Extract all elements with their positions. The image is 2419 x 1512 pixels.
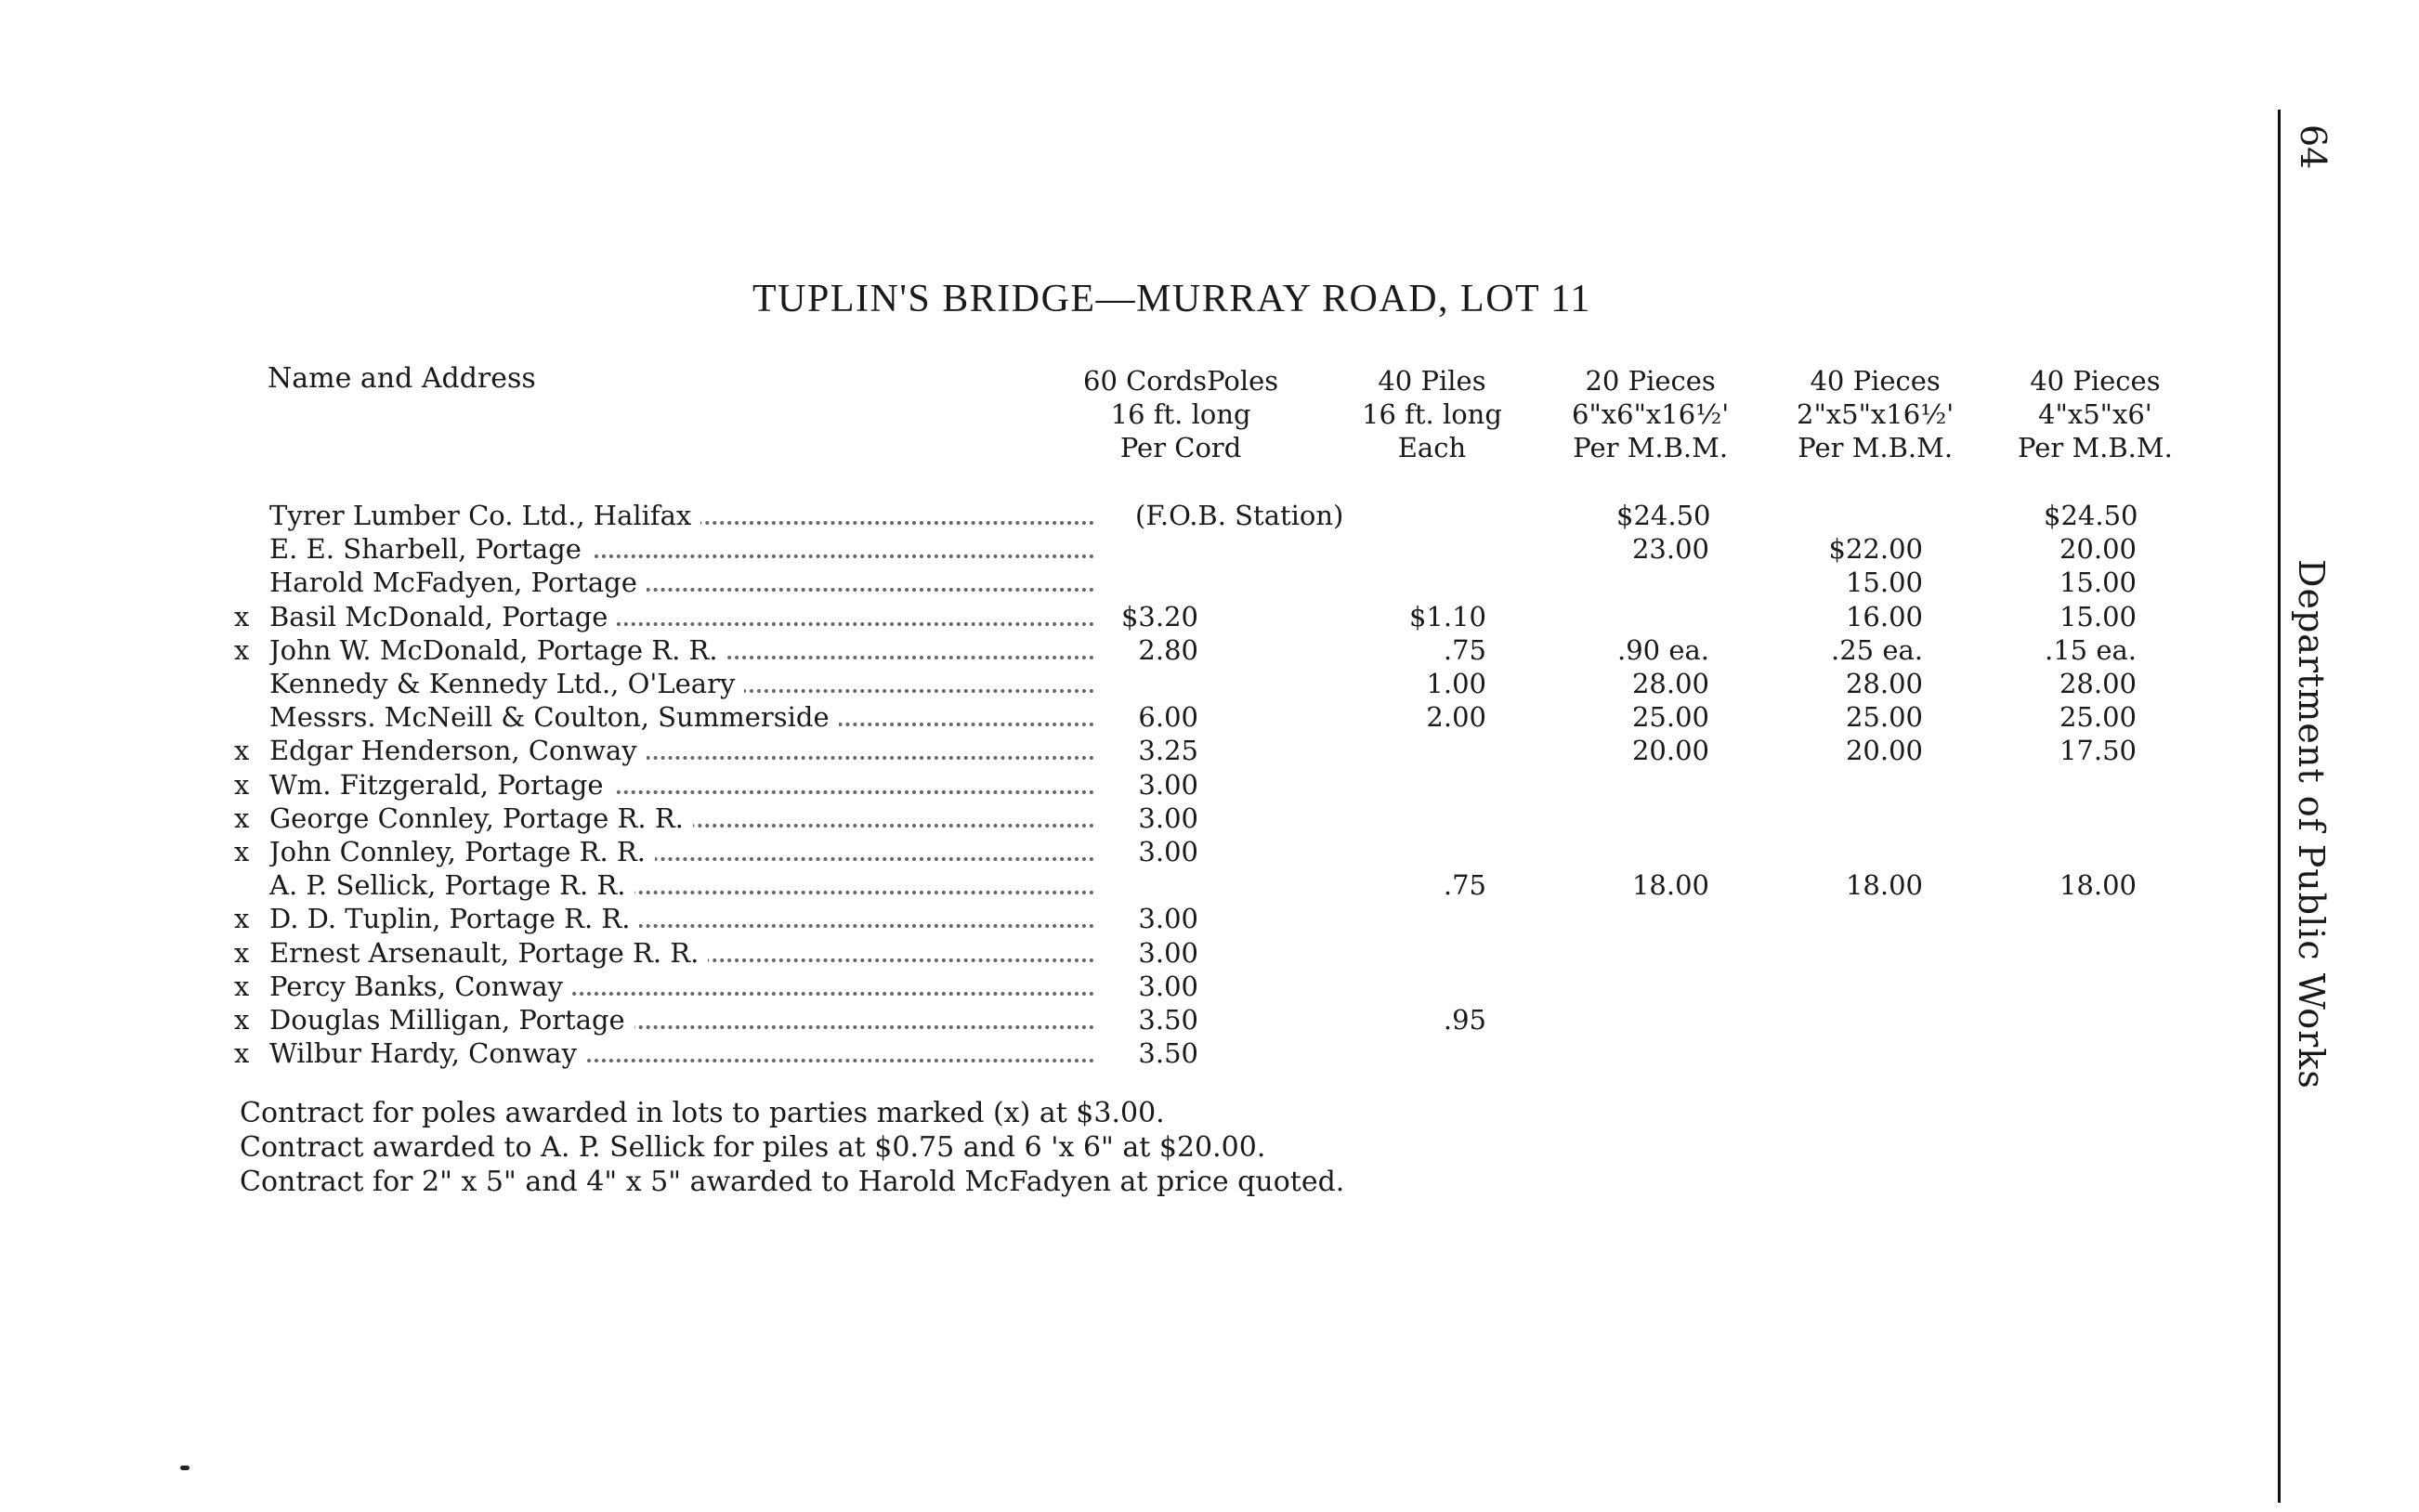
bidder-name-cell (269, 970, 1094, 1003)
header-col-2x5 (1797, 364, 1954, 464)
price-cell-c4: .25 ea. (1830, 634, 1923, 666)
table-row (0, 768, 2304, 802)
bidder-name: Harold McFadyen, Portage (269, 567, 647, 598)
price-cell-c1: 2.80 (1138, 634, 1198, 666)
header-line: 6"x6"x16½' (1572, 398, 1730, 430)
bidder-name: George Connley, Portage R. R. (269, 802, 693, 834)
price-cell-c4: $22.00 (1828, 533, 1923, 565)
price-cell-c4: 20.00 (1845, 735, 1923, 766)
price-cell-c3: 23.00 (1631, 533, 1709, 565)
bidder-name: Wilbur Hardy, Conway (269, 1037, 586, 1069)
award-mark: x (234, 735, 250, 766)
bidder-name-cell (269, 936, 1094, 970)
bidder-name: A. P. Sellick, Portage R. R. (269, 869, 634, 901)
award-mark: x (234, 903, 250, 934)
bidder-name-cell (269, 667, 1094, 700)
award-mark: x (234, 1004, 250, 1036)
price-cell-c3: 20.00 (1631, 735, 1709, 766)
header-line: 60 CordsPoles (1083, 365, 1279, 397)
bidder-name-cell (269, 700, 1094, 734)
table-row (0, 835, 2304, 868)
price-cell-c4: 18.00 (1845, 869, 1923, 901)
price-cell-c3: 25.00 (1631, 701, 1709, 733)
award-mark: x (234, 937, 250, 969)
header-name-address: Name and Address (268, 362, 536, 395)
bidder-name: Wm. Fitzgerald, Portage (269, 769, 613, 801)
page-title: TUPLIN'S BRIDGE—MURRAY ROAD, LOT 11 (752, 278, 1591, 320)
price-cell-c2: 2.00 (1426, 701, 1486, 733)
header-col-cordspoles (1083, 364, 1278, 464)
price-cell-c5: 15.00 (2059, 601, 2137, 632)
note-line: Contract for 2" x 5" and 4" x 5" awarded to Harold McFadyen at price quoted. (240, 1166, 1345, 1198)
bidder-name: John W. McDonald, Portage R. R. (269, 634, 727, 666)
table-row (0, 868, 2304, 902)
bidder-name-cell (269, 1036, 1094, 1070)
price-cell-c4: 15.00 (1845, 567, 1923, 598)
header-col-piles (1362, 364, 1502, 464)
table-row (0, 566, 2304, 599)
bidder-name-cell (269, 600, 1094, 633)
bidder-name: Douglas Milligan, Portage (269, 1004, 634, 1036)
bidder-name: Messrs. McNeill & Coulton, Summerside (269, 701, 839, 733)
header-line: 40 Pieces (2030, 365, 2161, 397)
price-cell-c4: 25.00 (1845, 701, 1923, 733)
price-cell-c5: 20.00 (2059, 533, 2137, 565)
price-cell-c2: .75 (1443, 634, 1486, 666)
header-line: Per M.B.M. (1798, 432, 1954, 463)
price-cell-c1: 3.00 (1138, 836, 1198, 867)
bidder-name-cell (269, 835, 1094, 868)
table-row (0, 633, 2304, 667)
award-mark: x (234, 836, 250, 867)
bidder-name-cell (269, 802, 1094, 835)
header-line: 2"x5"x16½' (1797, 398, 1955, 430)
award-mark: x (234, 634, 250, 666)
bidder-name-cell (269, 499, 1094, 532)
price-cell-c5: 17.50 (2059, 735, 2137, 766)
price-cell-c1: 3.00 (1138, 971, 1198, 1002)
price-cell-c5: .15 ea. (2044, 634, 2137, 666)
header-line: Each (1397, 432, 1467, 463)
bidder-name: D. D. Tuplin, Portage R. R. (269, 903, 639, 934)
price-cell-c5: 18.00 (2059, 869, 2137, 901)
margin-rule (2278, 110, 2281, 1503)
price-cell-c3: 28.00 (1631, 668, 1709, 699)
print-speck (180, 1466, 190, 1470)
price-cell-c2: $1.10 (1408, 601, 1486, 632)
price-cell-c4: 28.00 (1845, 668, 1923, 699)
bidder-name: Edgar Henderson, Conway (269, 735, 647, 766)
bidder-name-cell (269, 902, 1094, 935)
table-row (0, 970, 2304, 1003)
bidder-name-cell (269, 1003, 1094, 1036)
award-mark: x (234, 802, 250, 834)
table-row (0, 936, 2304, 970)
bidder-name-cell (269, 633, 1094, 667)
price-cell-c2: .75 (1443, 869, 1486, 901)
award-mark: x (234, 1037, 250, 1069)
bidder-name: Ernest Arsenault, Portage R. R. (269, 937, 708, 969)
award-mark: x (234, 769, 250, 801)
table-row (0, 1036, 2304, 1070)
award-mark: x (234, 601, 250, 632)
header-line: 40 Pieces (1810, 365, 1941, 397)
table-row (0, 1003, 2304, 1036)
bidder-name-cell (269, 566, 1094, 599)
header-col-6x6 (1572, 364, 1729, 464)
table-row (0, 667, 2304, 700)
bidder-name: Basil McDonald, Portage (269, 601, 617, 632)
price-cell-c4: 16.00 (1845, 601, 1923, 632)
table-row (0, 499, 2304, 532)
price-cell-c1: 3.00 (1138, 802, 1198, 834)
header-line: Per M.B.M. (1573, 432, 1729, 463)
note-line: Contract awarded to A. P. Sellick for piles at $0.75 and 6 'x 6" at $20.00. (240, 1131, 1266, 1164)
price-cell-c1: 3.00 (1138, 903, 1198, 934)
price-cell-c5: 25.00 (2059, 701, 2137, 733)
bidder-name-cell (269, 868, 1094, 902)
table-row (0, 902, 2304, 935)
price-cell-c3: .90 ea. (1616, 634, 1709, 666)
bidder-name-cell (269, 734, 1094, 767)
table-row (0, 600, 2304, 633)
bidder-name: Kennedy & Kennedy Ltd., O'Leary (269, 668, 744, 699)
price-cell-c1: 3.00 (1138, 769, 1198, 801)
price-cell-c3: 18.00 (1631, 869, 1709, 901)
bidder-name-cell (269, 532, 1094, 566)
price-cell-c1: $3.20 (1120, 601, 1198, 632)
bidder-name: E. E. Sharbell, Portage (269, 533, 591, 565)
header-line: 40 Piles (1378, 365, 1486, 397)
table-row (0, 700, 2304, 734)
running-head: Department of Public Works (2291, 559, 2332, 1089)
header-col-4x5 (2018, 364, 2173, 464)
price-cell-c5: 28.00 (2059, 668, 2137, 699)
price-cell-c1: 3.50 (1138, 1037, 1198, 1069)
price-cell-c1: 3.25 (1138, 735, 1198, 766)
price-cell-c2: .95 (1443, 1004, 1486, 1036)
price-cell-c1: 3.50 (1138, 1004, 1198, 1036)
page-number: 64 (2293, 124, 2334, 170)
price-cell-c1: 6.00 (1138, 701, 1198, 733)
price-cell-c3: $24.50 (1616, 500, 1711, 531)
header-line: 4"x5"x6' (2038, 398, 2152, 430)
price-cell-c2: 1.00 (1426, 668, 1486, 699)
header-line: Per M.B.M. (2018, 432, 2173, 463)
table-row (0, 734, 2304, 767)
contract-notes (240, 1096, 1344, 1199)
table-row (0, 532, 2304, 566)
header-line: 16 ft. long (1362, 398, 1502, 430)
award-mark: x (234, 971, 250, 1002)
bidder-name: Percy Banks, Conway (269, 971, 572, 1002)
bidder-name: Tyrer Lumber Co. Ltd., Halifax (269, 500, 700, 531)
price-cell-c1: 3.00 (1138, 937, 1198, 969)
bidder-name: John Connley, Portage R. R. (269, 836, 655, 867)
header-line: 20 Pieces (1585, 365, 1716, 397)
header-line: Per Cord (1119, 432, 1242, 463)
price-cell-c5: 15.00 (2059, 567, 2137, 598)
bidder-name-cell (269, 768, 1094, 802)
header-line: 16 ft. long (1110, 398, 1251, 430)
price-cell-c5: $24.50 (2044, 500, 2138, 531)
fob-note: (F.O.B. Station) (1135, 500, 1344, 531)
note-line: Contract for poles awarded in lots to parties marked (x) at $3.00. (240, 1097, 1165, 1129)
table-row (0, 802, 2304, 835)
